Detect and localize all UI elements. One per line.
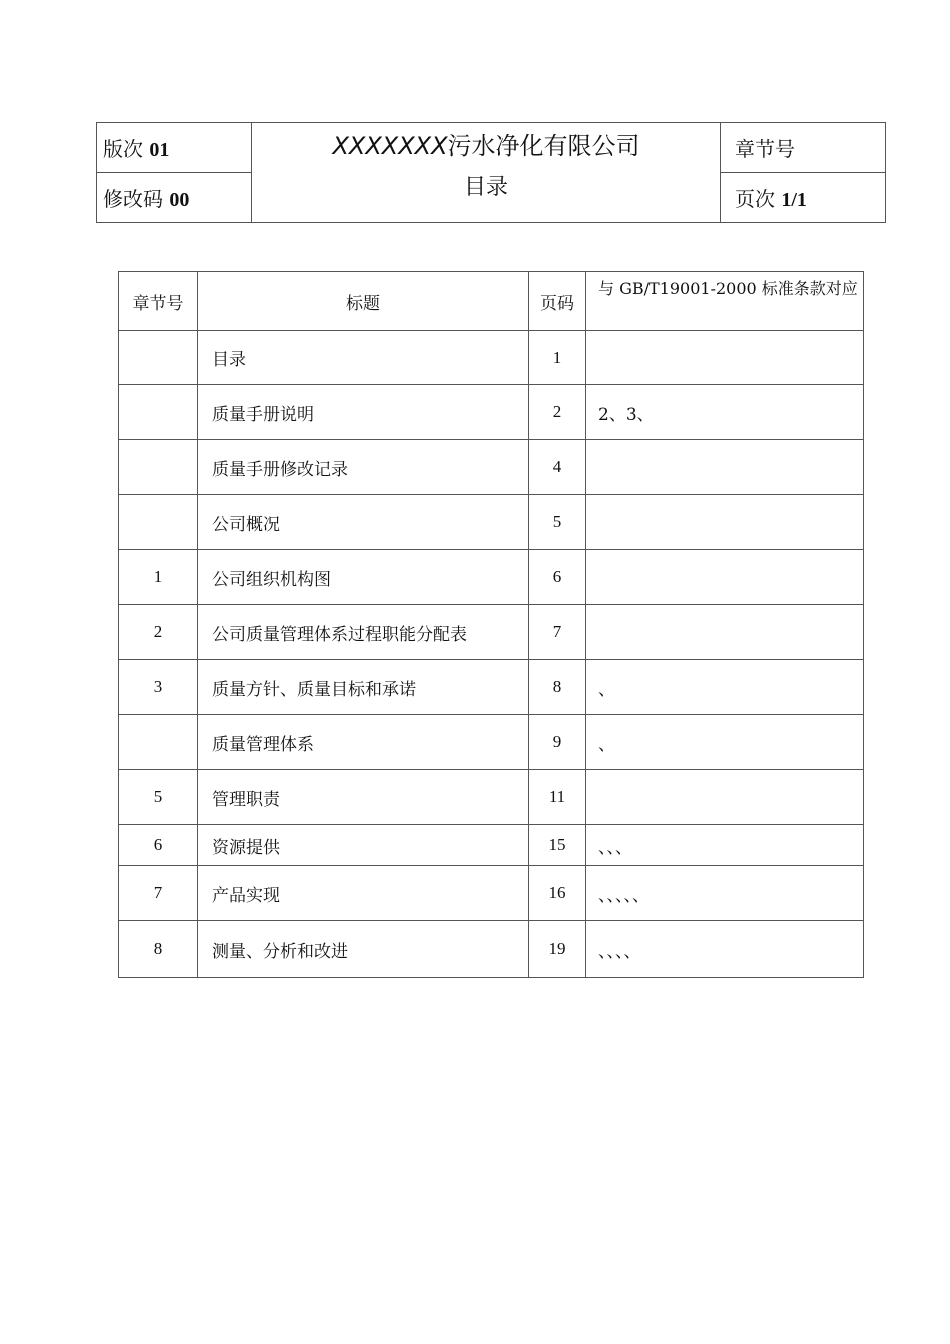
chapter-number-label: 章节号 <box>735 137 795 161</box>
clause-cell: 、、、 <box>586 825 864 866</box>
chapter-cell: 3 <box>119 660 198 715</box>
column-header-clause: 与 GB/T19001-2000 标准条款对应 <box>586 272 864 331</box>
table-row <box>119 440 864 495</box>
page-count-cell <box>721 173 886 223</box>
document-title: 目录 <box>463 175 508 200</box>
title-cell: 测量、分析和改进 <box>198 921 529 978</box>
title-cell: 质量手册修改记录 <box>198 440 529 495</box>
chapter-number-cell <box>721 123 886 173</box>
page-count-value: 1/1 <box>781 189 807 211</box>
column-header-page: 页码 <box>529 272 586 331</box>
page-count-label: 页次 <box>735 187 775 211</box>
table-row <box>119 715 864 770</box>
page-cell: 2 <box>529 385 586 440</box>
title-cell: 质量管理体系 <box>198 715 529 770</box>
table-row <box>119 495 864 550</box>
table-row <box>119 921 864 978</box>
page-cell: 5 <box>529 495 586 550</box>
page-cell: 11 <box>529 770 586 825</box>
page-cell: 19 <box>529 921 586 978</box>
edition-cell <box>97 123 252 173</box>
clause-cell <box>586 770 864 825</box>
company-code: XXXXXXX <box>332 132 448 160</box>
clause-cell: 2、3、 <box>586 385 864 440</box>
revision-cell <box>97 173 252 223</box>
page-cell: 15 <box>529 825 586 866</box>
table-row <box>119 385 864 440</box>
title-cell: 管理职责 <box>198 770 529 825</box>
company-name-text: 污水净化有限公司 <box>447 132 640 160</box>
clause-cell: 、 <box>586 660 864 715</box>
title-cell: 公司概况 <box>198 495 529 550</box>
chapter-cell: 5 <box>119 770 198 825</box>
chapter-cell <box>119 331 198 385</box>
clause-cell <box>586 605 864 660</box>
page-cell: 4 <box>529 440 586 495</box>
table-row <box>119 331 864 385</box>
title-cell: 公司组织机构图 <box>198 550 529 605</box>
chapter-cell: 2 <box>119 605 198 660</box>
page-cell: 1 <box>529 331 586 385</box>
title-cell <box>252 123 721 223</box>
title-cell: 资源提供 <box>198 825 529 866</box>
clause-cell: 、 <box>586 715 864 770</box>
title-cell: 质量方针、质量目标和承诺 <box>198 660 529 715</box>
chapter-cell <box>119 715 198 770</box>
clause-cell <box>586 495 864 550</box>
chapter-cell: 7 <box>119 866 198 921</box>
clause-cell: 、、、、、 <box>586 866 864 921</box>
chapter-cell: 1 <box>119 550 198 605</box>
page-cell: 7 <box>529 605 586 660</box>
table-row <box>119 660 864 715</box>
table-row <box>119 550 864 605</box>
column-header-title: 标题 <box>198 272 529 331</box>
table-row <box>119 866 864 921</box>
clause-cell <box>586 550 864 605</box>
edition-label: 版次 <box>103 137 143 161</box>
chapter-cell: 8 <box>119 921 198 978</box>
table-row <box>119 605 864 660</box>
table-row <box>119 825 864 866</box>
clause-cell <box>586 440 864 495</box>
page-cell: 6 <box>529 550 586 605</box>
column-header-chapter: 章节号 <box>119 272 198 331</box>
title-cell: 目录 <box>198 331 529 385</box>
toc-header-row <box>119 272 864 331</box>
chapter-cell <box>119 385 198 440</box>
chapter-cell <box>119 440 198 495</box>
revision-value: 00 <box>169 189 190 211</box>
toc-body <box>119 331 864 978</box>
table-row <box>119 770 864 825</box>
title-cell: 产品实现 <box>198 866 529 921</box>
revision-label: 修改码 <box>103 187 163 211</box>
page-cell: 9 <box>529 715 586 770</box>
chapter-cell: 6 <box>119 825 198 866</box>
edition-value: 01 <box>149 139 170 161</box>
clause-cell: 、、、、 <box>586 921 864 978</box>
title-cell: 质量手册说明 <box>198 385 529 440</box>
chapter-cell <box>119 495 198 550</box>
title-cell: 公司质量管理体系过程职能分配表 <box>198 605 529 660</box>
company-name <box>252 131 720 161</box>
document-header <box>96 122 886 223</box>
page-cell: 16 <box>529 866 586 921</box>
toc-table <box>118 271 864 978</box>
clause-cell <box>586 331 864 385</box>
page-cell: 8 <box>529 660 586 715</box>
